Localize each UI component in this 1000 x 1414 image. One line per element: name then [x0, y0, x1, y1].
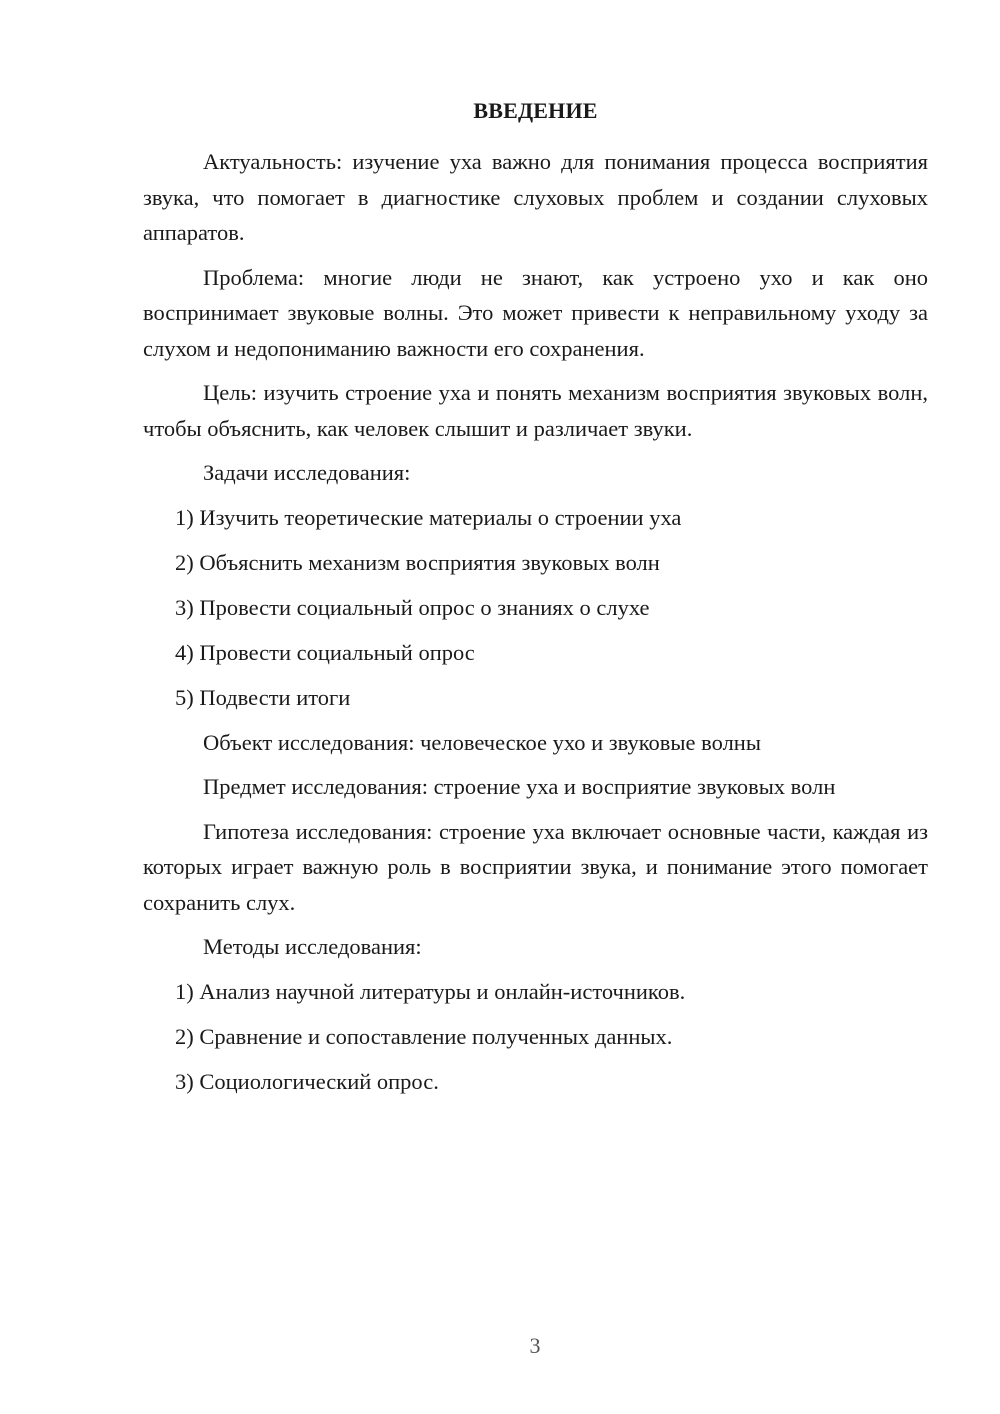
tasks-list: [143, 500, 928, 716]
subject-paragraph: Предмет исследования: строение уха и восприятие звуковых волн: [203, 774, 836, 799]
methods-title: Методы исследования:: [203, 934, 422, 959]
hypothesis-paragraph: Гипотеза исследования: строение уха включает основные части, каждая из которых играет важную роль в восприятии звука, и понимание этого помогает сохранить слух.: [143, 818, 928, 915]
section-heading: ВВЕДЕНИЕ: [473, 98, 598, 123]
methods-list: [143, 974, 928, 1100]
object-paragraph: Объект исследования: человеческое ухо и звуковые волны: [203, 729, 761, 755]
list-item: 2) Объяснить механизм восприятия звуковых волн: [175, 549, 660, 575]
tasks-title: Задачи исследования:: [203, 460, 411, 485]
list-item: 3) Провести социальный опрос о знаниях о слухе: [175, 594, 650, 620]
list-item: 1) Изучить теоретические материалы о строении уха: [175, 504, 682, 530]
list-item: 5) Подвести итоги: [175, 684, 351, 710]
problem-paragraph: Проблема: многие люди не знают, как устроено ухо и как оно воспринимает звуковые волны. Это может привести к неправильному уходу за слухом и недопониманию важности его сохранения.: [143, 264, 928, 361]
relevance-paragraph: Актуальность: изучение уха важно для понимания процесса восприятия звука, что помогает в диагностике слуховых проблем и создании слуховых аппаратов.: [143, 149, 928, 245]
list-item: 2) Сравнение и сопоставление полученных данных.: [175, 1023, 673, 1049]
goal-paragraph: Цель: изучить строение уха и понять механизм восприятия звуковых волн, чтобы объяснить, как человек слышит и различает звуки.: [143, 380, 928, 441]
list-item: 4) Провести социальный опрос: [175, 639, 475, 665]
document-body: [143, 144, 928, 1109]
list-item: 3) Социологический опрос.: [175, 1068, 439, 1094]
list-item: 1) Анализ научной литературы и онлайн-источников.: [175, 978, 686, 1004]
page-number: 3: [529, 1333, 541, 1358]
